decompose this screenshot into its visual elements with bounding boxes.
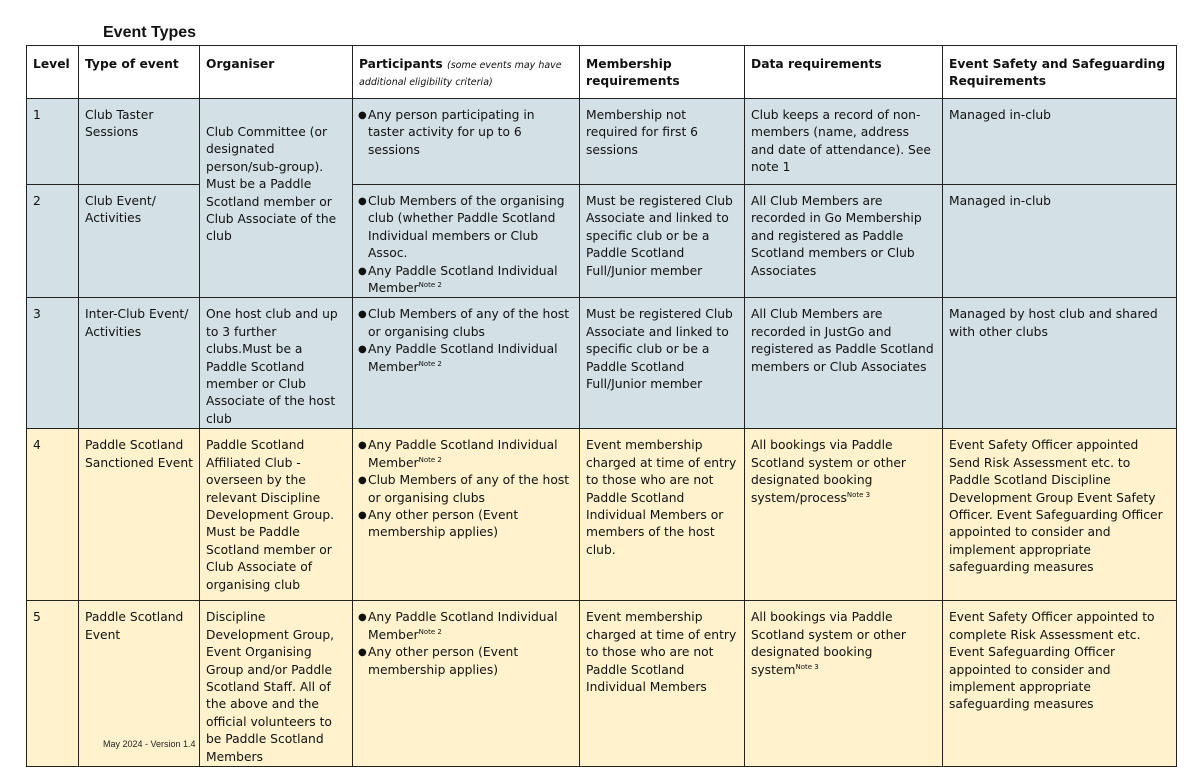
data-cell [745, 185, 943, 298]
participant-item [359, 644, 573, 679]
data-text: All bookings via Paddle Scotland system or other designated booking system [751, 610, 906, 677]
participant-item [359, 609, 573, 644]
safety-cell: Event Safety Officer appointed to complete Risk Assessment etc. Event Safeguarding Officer appointed to consider and implement appropriate safeguarding measures [943, 601, 1177, 767]
participant-item [359, 507, 573, 542]
type-cell: Paddle Scotland Sanctioned Event [79, 429, 200, 601]
table-row [27, 185, 1177, 298]
participant-text: Any other person (Event membership applies) [368, 507, 519, 540]
header-type: Type of event [79, 46, 200, 99]
type-cell: Club Taster Sessions [79, 99, 200, 185]
participants-cell [353, 601, 580, 767]
participant-note: Note 2 [418, 455, 442, 464]
participant-note: Note 2 [418, 627, 442, 636]
data-text: Club keeps a record of non-members (name, address and date of attendance). See note 1 [751, 108, 931, 175]
data-cell [745, 99, 943, 185]
participant-item [359, 107, 573, 159]
organiser-cell: Paddle Scotland Affiliated Club - overseen by the relevant Discipline Development Group. Must be Paddle Scotland member or Club Associate of organising club [200, 429, 353, 601]
participants-list [359, 609, 573, 679]
participant-note: Note 2 [418, 281, 442, 290]
membership-cell: Must be registered Club Associate and linked to specific club or be a Paddle Scotland Full/Junior member [580, 298, 745, 429]
participants-cell [353, 99, 580, 185]
type-cell: Inter-Club Event/ Activities [79, 298, 200, 429]
table-row [27, 298, 1177, 429]
participants-list [359, 306, 573, 376]
participant-text: Club Members of the organising club (whether Paddle Scotland Individual members or Club Assoc. [368, 194, 565, 261]
header-data: Data requirements [745, 46, 943, 99]
participant-text: Any other person (Event membership applies) [368, 645, 519, 677]
data-note: Note 3 [795, 662, 819, 671]
participant-text: Any Paddle Scotland Individual Member [368, 342, 558, 374]
participant-note: Note 2 [418, 359, 442, 368]
data-cell [745, 429, 943, 601]
participant-text: Club Members of any of the host or organising clubs [368, 307, 570, 339]
level-cell: 3 [27, 298, 79, 429]
membership-cell: Event membership charged at time of entry to those who are not Paddle Scotland Individual Members or members of the host club. [580, 429, 745, 601]
data-text: All Club Members are recorded in JustGo and registered as Paddle Scotland members or Club Associates [751, 307, 934, 374]
membership-cell: Membership not required for first 6 sessions [580, 99, 745, 185]
page-title: Event Types [103, 24, 197, 41]
header-participants [353, 46, 580, 99]
header-safety: Event Safety and Safeguarding Requirements [943, 46, 1177, 99]
level-cell: 1 [27, 99, 79, 185]
safety-cell: Managed by host club and shared with other clubs [943, 298, 1177, 429]
table-row [27, 429, 1177, 601]
participant-text: Any Paddle Scotland Individual Member [368, 610, 558, 642]
level-cell: 2 [27, 185, 79, 298]
participants-list [359, 437, 573, 541]
participants-list [359, 193, 573, 297]
header-membership: Membership requirements [580, 46, 745, 99]
participants-cell [353, 298, 580, 429]
header-participants-note: (some events may have additional eligibility criteria) [359, 60, 562, 89]
data-text: All bookings via Paddle Scotland system or other designated booking system/process [751, 438, 906, 505]
participant-text: Club Members of any of the host or organising clubs [368, 473, 570, 505]
header-organiser: Organiser [200, 46, 353, 99]
participant-item [359, 193, 573, 263]
safety-cell: Managed in-club [943, 99, 1177, 185]
data-note: Note 3 [846, 490, 871, 499]
data-cell [745, 298, 943, 429]
participant-text: Any person participating in taster activity for up to 6 sessions [368, 108, 535, 157]
membership-cell: Must be registered Club Associate and linked to specific club or be a Paddle Scotland Full/Junior member [580, 185, 745, 298]
participant-text: Any Paddle Scotland Individual Member [368, 438, 558, 470]
organiser-cell: Club Committee (or designated person/sub-group). Must be a Paddle Scotland member or Club Associate of the club [200, 99, 353, 298]
participants-cell [353, 185, 580, 298]
data-cell [745, 601, 943, 767]
participant-item [359, 437, 573, 472]
level-cell: 4 [27, 429, 79, 601]
participant-item [359, 263, 573, 298]
level-cell: 5 [27, 601, 79, 767]
table-row [27, 99, 1177, 185]
participant-item [359, 472, 573, 507]
safety-cell: Event Safety Officer appointed Send Risk Assessment etc. to Paddle Scotland Discipline Development Group Event Safety Officer. Event Safeguarding Officer appointed to consider and implement appropriate safeguarding measures [943, 429, 1177, 601]
header-participants-label: Participants [359, 57, 443, 71]
participant-item [359, 341, 573, 376]
participant-item [359, 306, 573, 341]
type-cell: Club Event/ Activities [79, 185, 200, 298]
participants-list [359, 107, 573, 159]
organiser-cell: Discipline Development Group, Event Organising Group and/or Paddle Scotland Staff. All of the above and the official volunteers to be Paddle Scotland Members [200, 601, 353, 767]
event-types-table [26, 45, 1177, 767]
membership-cell: Event membership charged at time of entry to those who are not Paddle Scotland Individual Members [580, 601, 745, 767]
table-row [27, 601, 1177, 767]
table-header-row [27, 46, 1177, 99]
participant-text: Any Paddle Scotland Individual Member [368, 263, 558, 296]
version-footer: May 2024 - Version 1.4 [103, 739, 196, 749]
organiser-cell: One host club and up to 3 further clubs.Must be a Paddle Scotland member or Club Associate of the host club [200, 298, 353, 429]
participants-cell [353, 429, 580, 601]
data-text: All Club Members are recorded in Go Membership and registered as Paddle Scotland members or Club Associates [751, 194, 922, 278]
safety-cell: Managed in-club [943, 185, 1177, 298]
type-cell: Paddle Scotland Event [79, 601, 200, 767]
header-level: Level [27, 46, 79, 99]
